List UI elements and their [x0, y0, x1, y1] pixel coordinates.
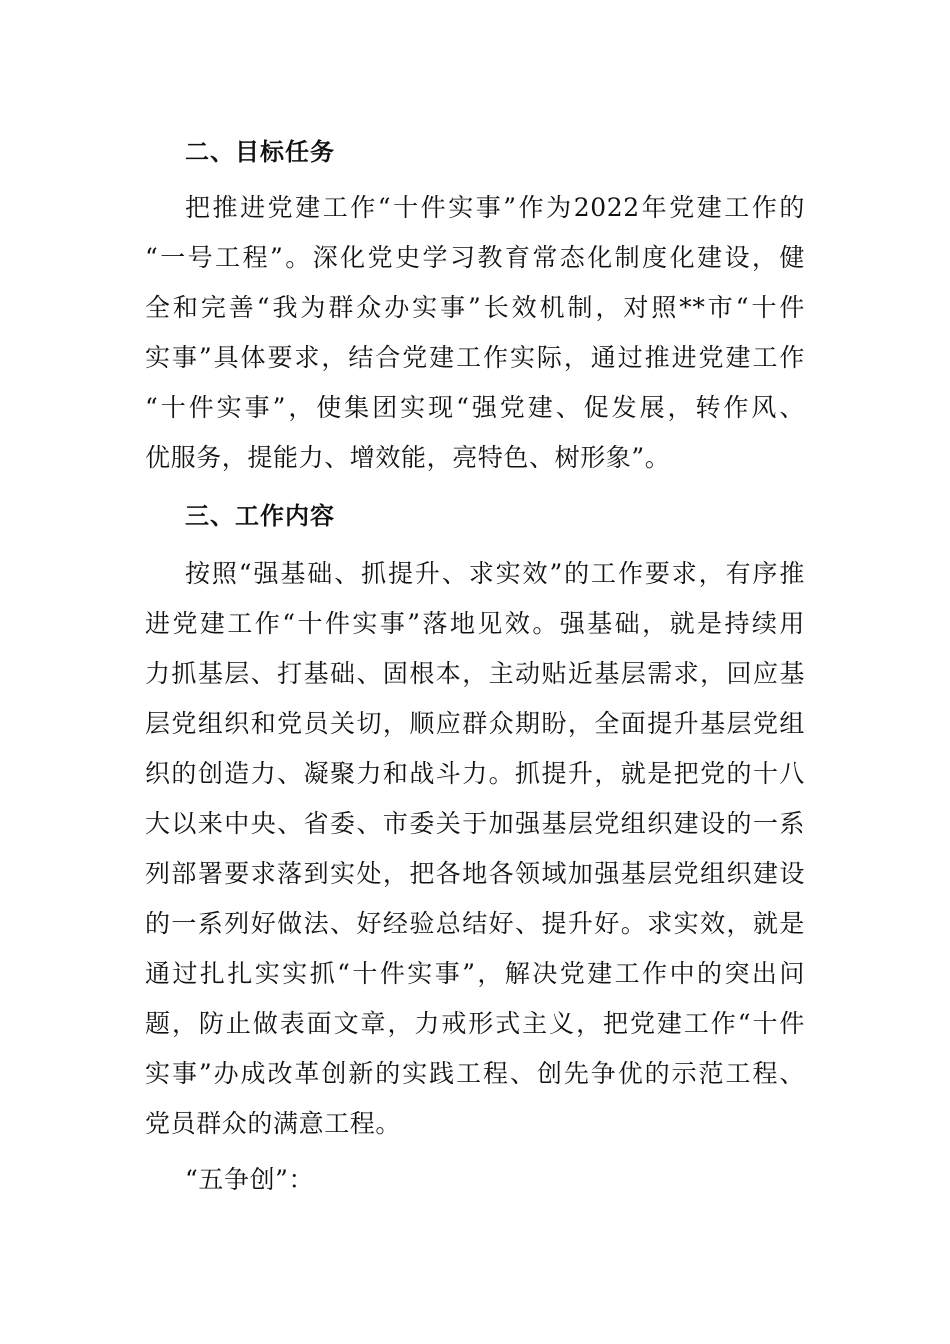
paragraph-line: 力抓基层、打基础、固根本，主动贴近基层需求，回应基 [145, 659, 805, 688]
paragraph-line: 实事”具体要求，结合党建工作实际，通过推进党建工作 [145, 343, 805, 372]
paragraph-line: 党员群众的满意工程。 [145, 1109, 402, 1138]
subheading-five-competitions: “五争创”： [185, 1165, 315, 1194]
paragraph-line: 列部署要求落到实处，把各地各领域加强基层党组织建设 [145, 859, 805, 888]
section-heading-work-content: 三、工作内容 [185, 502, 335, 530]
paragraph-line: “十件实事”，使集团实现“强党建、促发展，转作风、 [145, 393, 805, 422]
section-heading-target-tasks: 二、目标任务 [185, 138, 335, 166]
paragraph-line: 进党建工作“十件实事”落地见效。强基础，就是持续用 [145, 609, 805, 638]
paragraph-line: 通过扎扎实实抓“十件实事”，解决党建工作中的突出问 [145, 959, 805, 988]
paragraph-line: 按照“强基础、抓提升、求实效”的工作要求，有序推 [185, 559, 805, 588]
paragraph-line: 全和完善“我为群众办实事”长效机制，对照**市“十件 [145, 293, 805, 322]
paragraph-line: 优服务，提能力、增效能，亮特色、树形象”。 [145, 443, 671, 472]
paragraph-line: 织的创造力、凝聚力和战斗力。抓提升，就是把党的十八 [145, 759, 805, 788]
paragraph-line: 题，防止做表面文章，力戒形式主义，把党建工作“十件 [145, 1009, 805, 1038]
paragraph-line: 层党组织和党员关切，顺应群众期盼，全面提升基层党组 [145, 709, 805, 738]
paragraph-line: 实事”办成改革创新的实践工程、创先争优的示范工程、 [145, 1059, 805, 1088]
paragraph-line: 的一系列好做法、好经验总结好、提升好。求实效，就是 [145, 909, 805, 938]
paragraph-line: 大以来中央、省委、市委关于加强基层党组织建设的一系 [145, 809, 805, 838]
paragraph-line: 把推进党建工作“十件实事”作为2022年党建工作的 [185, 193, 805, 222]
paragraph-line: “一号工程”。深化党史学习教育常态化制度化建设，健 [145, 243, 805, 272]
